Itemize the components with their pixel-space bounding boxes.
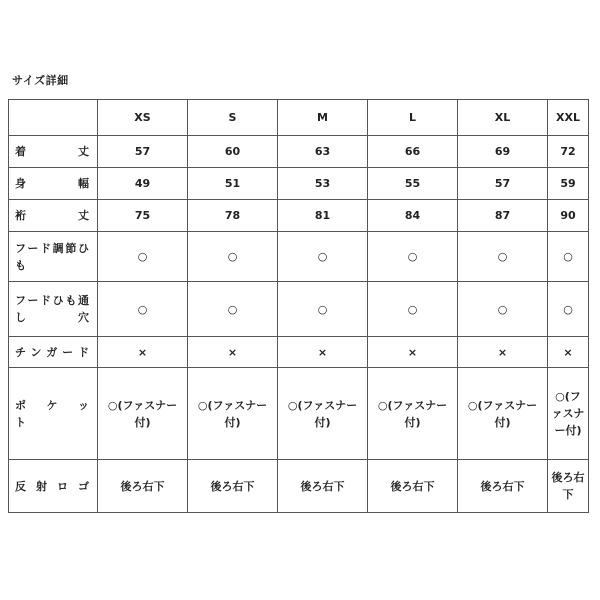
table-cell: ○ — [548, 232, 589, 282]
table-row — [9, 232, 589, 282]
table-cell: 81 — [278, 200, 368, 232]
size-header-xs: XS — [98, 100, 188, 136]
table-cell: 90 — [548, 200, 589, 232]
table-cell: 69 — [458, 136, 548, 168]
row-label — [9, 282, 98, 337]
table-cell: 後ろ右下 — [98, 460, 188, 513]
size-header-s: S — [188, 100, 278, 136]
table-cell: ○(ファスナー付) — [548, 368, 589, 460]
row-label-line: フード調節ひ — [15, 241, 89, 255]
table-cell: ○ — [548, 282, 589, 337]
table-cell: ○ — [188, 232, 278, 282]
row-label-line: フードひも通 — [15, 294, 89, 307]
table-row — [9, 136, 589, 168]
size-header-xxl: XXL — [548, 100, 589, 136]
table-cell: 57 — [458, 168, 548, 200]
table-row — [9, 200, 589, 232]
table-cell: × — [368, 337, 458, 368]
row-label: チンガード — [9, 337, 98, 368]
size-header-m: M — [278, 100, 368, 136]
table-cell: ○(ファスナー付) — [278, 368, 368, 460]
table-cell: ○(ファスナー付) — [98, 368, 188, 460]
table-cell: ○(ファスナー付) — [368, 368, 458, 460]
table-cell: 78 — [188, 200, 278, 232]
table-cell: 49 — [98, 168, 188, 200]
table-cell: ○ — [98, 282, 188, 337]
table-cell: 53 — [278, 168, 368, 200]
table-cell: × — [458, 337, 548, 368]
table-cell: ○ — [458, 282, 548, 337]
row-label-line: も — [15, 258, 26, 272]
header-corner-cell — [9, 100, 98, 136]
table-cell: ○ — [368, 232, 458, 282]
row-label — [9, 232, 98, 282]
table-cell: ○(ファスナー付) — [458, 368, 548, 460]
table-cell: ○ — [278, 232, 368, 282]
table-cell: 後ろ右下 — [278, 460, 368, 513]
table-cell: 後ろ右下 — [548, 460, 589, 513]
table-cell: ○ — [188, 282, 278, 337]
table-cell: 57 — [98, 136, 188, 168]
table-cell: × — [98, 337, 188, 368]
table-row — [9, 282, 589, 337]
table-cell: × — [278, 337, 368, 368]
row-label-line: し 穴 — [15, 311, 89, 324]
row-label: 反射ロゴ — [9, 460, 98, 513]
table-cell: × — [548, 337, 589, 368]
table-cell: 66 — [368, 136, 458, 168]
size-header-xl: XL — [458, 100, 548, 136]
header-row — [9, 100, 589, 136]
row-label: ポ ケ ッ ト — [9, 368, 98, 460]
table-cell: ○ — [98, 232, 188, 282]
table-cell: 60 — [188, 136, 278, 168]
table-cell: ○(ファスナー付) — [188, 368, 278, 460]
table-row — [9, 460, 589, 513]
table-cell: ○ — [278, 282, 368, 337]
table-cell: 87 — [458, 200, 548, 232]
table-row — [9, 368, 589, 460]
table-cell: ○ — [368, 282, 458, 337]
table-row — [9, 168, 589, 200]
table-cell: 後ろ右下 — [368, 460, 458, 513]
table-cell: 51 — [188, 168, 278, 200]
table-cell: 55 — [368, 168, 458, 200]
table-row — [9, 337, 589, 368]
table-cell: 59 — [548, 168, 589, 200]
size-table — [8, 99, 589, 513]
size-header-l: L — [368, 100, 458, 136]
row-label: 着 丈 — [9, 136, 98, 168]
table-cell: 75 — [98, 200, 188, 232]
section-title: サイズ詳細 — [12, 74, 69, 87]
table-cell: 63 — [278, 136, 368, 168]
row-label: 身 幅 — [9, 168, 98, 200]
table-cell: 後ろ右下 — [458, 460, 548, 513]
table-cell: 84 — [368, 200, 458, 232]
table-cell: × — [188, 337, 278, 368]
table-cell: 72 — [548, 136, 589, 168]
table-cell: ○ — [458, 232, 548, 282]
table-cell: 後ろ右下 — [188, 460, 278, 513]
row-label: 裄 丈 — [9, 200, 98, 232]
